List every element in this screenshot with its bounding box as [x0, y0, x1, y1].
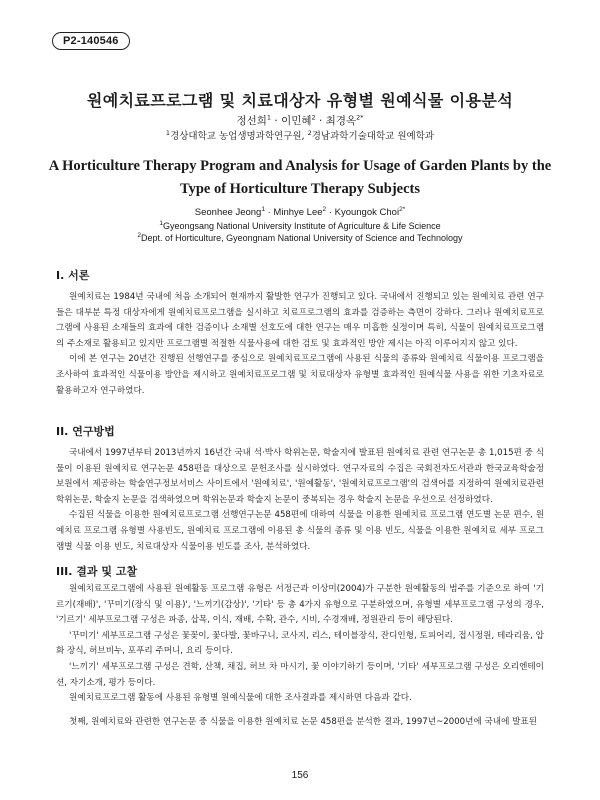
english-affiliations — [0, 220, 600, 244]
korean-authors — [0, 113, 600, 128]
paragraph: 첫째, 원예치료와 관련한 연구논문 중 식물을 이용한 원예치료 논문 458편을 분석한 결과, 1997년~2000년에 국내에 발표된 — [69, 716, 538, 727]
affil-text: Gyeongsang National University Institute of Agriculture & Life Science — [162, 221, 441, 231]
page-number: 156 — [291, 770, 309, 781]
section-introduction-body — [56, 290, 544, 399]
affil-sup: 1 — [159, 220, 163, 227]
paragraph: 원예치료는 1984년 국내에 처음 소개되어 현재까지 활발한 연구가 진행되고 있다. 국내에서 진행되고 있는 원예치료 관련 연구들은 대부분 특정 대상자에게 원예치료프로그램을 실시하고 치료프로그램의 효과를 검증하는 측면이 강하다. 그러나 원예치료프로그램에 사용된 소재들의 효과에 대한 검증이나 소재별 선호도에 대한 연구는 매우 미흡한 실정이며 특히, 식물이 원예치료프로그램의 주소재로 활용되고 있지만 프로그램별 적절한 식물사용에 대한 검토 및 효과적인 방안 제시는 아직 이루어지지 않고 있다. — [56, 292, 544, 349]
author-sup: 1 — [261, 205, 265, 213]
affil-sup: 1 — [165, 128, 171, 137]
affil-text: Dept. of Horticulture, Gyeongnam National University of Science and Technology — [141, 233, 463, 243]
paragraph: '느끼기' 세부프로그램 구성은 견학, 산책, 채집, 허브 차 마시기, 꽃 이야기하기 등이며, '기타' 세부프로그램 구성은 오리엔테이션, 자기소개, 평가 등이다. — [56, 661, 544, 688]
affil-text: 경상대학교 농업생명과학연구원, — [170, 131, 308, 142]
paragraph: '꾸미기' 세부프로그램 구성은 꽃꽂이, 꽃다발, 꽃바구니, 코사지, 리스, 테이블장식, 잔디인형, 토피어리, 접시정원, 테라리움, 압화 장식, 허브비누, 포푸리 주머니, 요리 등이다. — [56, 630, 544, 657]
author-name: Kyoungok Choi — [334, 207, 400, 218]
affil-sup: 2 — [307, 128, 312, 137]
korean-affiliations — [0, 128, 600, 142]
author-separator: · — [271, 115, 282, 127]
author-sup: 2 — [311, 113, 316, 122]
affil-sup: 2 — [137, 232, 142, 239]
author-separator: · — [315, 115, 326, 127]
section-heading-introduction: I. 서론 — [56, 269, 90, 282]
author-name: 최경옥 — [325, 115, 357, 127]
author-separator: · — [264, 207, 274, 218]
korean-title: 원예치료프로그램 및 치료대상자 유형별 원예식물 이용분석 — [86, 91, 514, 110]
paragraph: 이에 본 연구는 20년간 진행된 선행연구를 중심으로 원예치료프로그램에 사용된 식물의 종류와 원예치료 식물이용 프로그램을 조사하여 효과적인 식물이용 방안을 제시하고 원예치료프로그램 및 치료대상자 유형별 효과적인 원예식물 사용을 위한 기초자료로 활용하고자 연구하였다. — [56, 354, 544, 396]
author-separator: · — [326, 207, 335, 218]
author-sup: 2 — [322, 205, 327, 213]
english-authors — [0, 207, 600, 218]
author-sup: 1 — [266, 113, 272, 122]
section-heading-results: III. 결과 및 고찰 — [56, 565, 138, 578]
english-title: A Horticulture Therapy Program and Analysis for Usage of Garden Plants by the Type of Horticulture Therapy Subjects — [48, 158, 552, 197]
paragraph: 원예치료프로그램에 사용된 원예활동 프로그램 유형은 서정근과 이상미(2004)가 구분한 원예활동의 범주를 기준으로 하여 '기르기(재배)', '꾸미기(장식 및 이용)', '느끼기(감상)', '기타' 등 총 4가지 유형으로 구분하였으며, 유형별 세부프로그램 구성의 경우, '기르기' 세부프로그램 구성은 파종, 삽목, 이식, 재배, 수확, 관수, 시비, 수경재배, 정원관리 등이 해당된다. — [56, 584, 544, 626]
author-name: 정선희 — [236, 115, 267, 127]
paragraph: 원예치료프로그램 활동에 사용된 유형별 원예식물에 대한 조사결과를 제시하면 다음과 같다. — [69, 693, 412, 704]
section-methods-body — [56, 446, 544, 555]
affil-text: 경남과학기술대학교 원예학과 — [311, 131, 435, 142]
author-sup: 2* — [356, 113, 364, 122]
author-name: Seonhee Jeong — [194, 207, 262, 218]
author-sup: 2* — [399, 205, 406, 213]
section-results-body — [56, 582, 544, 730]
paragraph: 국내에서 1997년부터 2013년까지 16년간 국내 석·박사 학위논문, 학술지에 발표된 원예치료 관련 연구논문 총 1,015편 중 식물이 이용된 원예치료 연구논문 458편을 대상으로 문헌조사를 실시하였다. 연구자료의 수집은 국회전자도서관과 한국교육학술정보원에서 제공하는 학술연구정보서비스 사이트에서 '원예치료', '원예활동', '원예치료프로그램'의 검색어를 지정하여 원예치료관련 학위논문, 학술지 논문을 검색하였으며 학위논문과 학술지 논문이 중복되는 경우 학술지 논문을 우선으로 선정하였다. — [56, 448, 544, 505]
affiliation-line — [0, 220, 600, 232]
section-heading-methods: II. 연구방법 — [56, 425, 115, 438]
affiliation-line — [0, 232, 600, 244]
paragraph: 수집된 식물을 이용한 원예치료프로그램 선행연구논문 458편에 대하여 식물을 이용한 원예치료 프로그램 연도별 논문 편수, 원예치료 프로그램 유형별 사용빈도, 원예치료 프로그램에 이용된 총 식물의 종류 및 이용 빈도, 식물을 이용한 원예치료 세부 프로그램별 식물 이용 빈도, 치료대상자 식물이용 빈도를 조사, 분석하였다. — [56, 510, 544, 552]
author-name: Minhye Lee — [273, 207, 323, 218]
paper-id-badge: P2-140546 — [52, 32, 130, 50]
author-name: 이민혜 — [281, 115, 312, 127]
